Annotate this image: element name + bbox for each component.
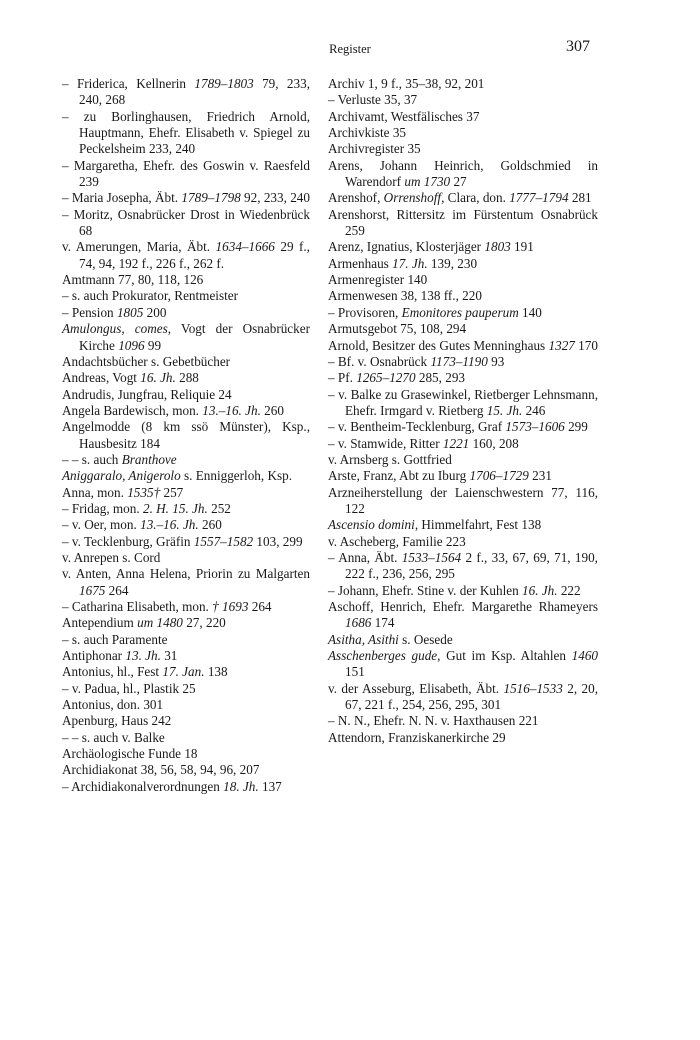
index-entry-italic-text: 16. Jh. bbox=[140, 370, 176, 386]
index-entry-italic-text: 1533–1564 bbox=[401, 549, 462, 565]
index-entry-text: , Gut im Ksp. Altahlen bbox=[437, 648, 572, 664]
index-entry-text: 299 bbox=[564, 419, 588, 435]
index-entry-text: Antiphonar bbox=[62, 648, 126, 664]
index-entry-italic-text: 1803 bbox=[484, 239, 511, 255]
index-entry bbox=[62, 403, 310, 419]
index-entry-italic-text: 1221 bbox=[442, 435, 470, 451]
index-entry bbox=[62, 599, 310, 615]
index-entry-text: 93 bbox=[487, 353, 505, 369]
index-entry-text: v. Ascheberg, Familie 223 bbox=[328, 533, 466, 549]
index-entry-italic-text: 1557–1582 bbox=[193, 533, 254, 549]
index-entry-text: 27 bbox=[450, 174, 467, 190]
index-entry-text: s. Enniggerloh, Ksp. bbox=[180, 468, 293, 484]
index-entry bbox=[62, 762, 310, 778]
index-entry-italic-text: Asitha, Asithi bbox=[328, 631, 399, 647]
index-entry bbox=[62, 109, 310, 158]
index-entry-text: 285, 293 bbox=[415, 370, 466, 386]
index-entry bbox=[328, 387, 598, 420]
index-entry-text: , Himmelfahrt, Fest 138 bbox=[414, 517, 542, 533]
index-entry-text: – Pension bbox=[62, 304, 117, 320]
index-entry-text: v. Anten, Anna Helena, Priorin zu Malgarten bbox=[62, 566, 310, 582]
page-header bbox=[0, 38, 700, 58]
index-entry bbox=[328, 436, 598, 452]
index-entry bbox=[62, 501, 310, 517]
index-entry-text: Arzneiherstellung der Laienschwestern 77, 116, 122 bbox=[328, 484, 598, 516]
index-entry-text: – s. auch Paramente bbox=[62, 631, 168, 647]
index-entry-text: Arenz, Ignatius, Klosterjäger bbox=[328, 239, 485, 255]
index-entry bbox=[328, 354, 598, 370]
index-entry-text: – N. N., Ehefr. N. N. v. Haxthausen 221 bbox=[328, 713, 539, 729]
index-entry bbox=[62, 207, 310, 240]
index-entry bbox=[328, 730, 598, 746]
index-entry-text: 160, 208 bbox=[469, 435, 519, 451]
index-entry bbox=[62, 632, 310, 648]
index-entry-text: Antonius, hl., Fest bbox=[62, 664, 163, 680]
index-entry bbox=[328, 338, 598, 354]
index-entry bbox=[328, 141, 598, 157]
index-entry-text: Armenregister 140 bbox=[328, 272, 428, 288]
index-entry bbox=[328, 272, 598, 288]
index-entry bbox=[62, 321, 310, 354]
index-entry-text: 257 bbox=[160, 484, 184, 500]
index-entry-text: – v. Padua, hl., Plastik 25 bbox=[62, 680, 196, 696]
index-entry-italic-text: 1265–1270 bbox=[356, 370, 416, 386]
index-entry bbox=[62, 681, 310, 697]
index-entry bbox=[328, 92, 598, 108]
index-entry-text: 2, 20, 67, 221 f., 254, 256, 295, 301 bbox=[345, 680, 599, 713]
index-entry bbox=[328, 648, 598, 681]
index-entry-italic-text: 1573–1606 bbox=[505, 419, 565, 435]
index-entry bbox=[328, 76, 598, 92]
index-entry-text: – Moritz, Osnabrücker Drost in Wiedenbrück 68 bbox=[62, 206, 310, 239]
index-entry bbox=[62, 664, 310, 680]
index-entry bbox=[328, 158, 598, 191]
index-entry bbox=[62, 158, 310, 191]
index-entry-italic-text: 1706–1729 bbox=[469, 468, 529, 484]
index-entry-text: 140 bbox=[518, 304, 542, 320]
index-entry-italic-text: 13.–16. Jh. bbox=[202, 402, 261, 418]
index-entry bbox=[62, 305, 310, 321]
index-entry-text: 103, 299 bbox=[253, 533, 303, 549]
index-entry-text: Anna, mon. bbox=[62, 484, 128, 500]
index-entry-text: – Margaretha, Ehefr. des Goswin v. Raesfeld 239 bbox=[62, 157, 310, 190]
index-entry-text: , Clara, don. bbox=[441, 190, 510, 206]
index-entry-text: 170 bbox=[574, 337, 598, 353]
index-entry bbox=[328, 321, 598, 337]
index-entry-italic-text: † 1693 bbox=[212, 599, 249, 614]
index-entry-text: – v. Bentheim-Tecklenburg, Graf bbox=[328, 419, 506, 435]
index-entry-italic-text: 1460 bbox=[571, 648, 598, 664]
index-entry-italic-text: 1805 bbox=[116, 304, 144, 320]
index-entry bbox=[62, 615, 310, 631]
index-entry-text: v. Amerungen, Maria, Äbt. bbox=[62, 239, 216, 255]
index-entry bbox=[62, 452, 310, 468]
index-entry-text: 2 f., 33, 67, 69, 71, 190, 222 f., 236, 256, 295 bbox=[345, 549, 598, 582]
index-entry bbox=[62, 746, 310, 762]
index-entry-text: Antonius, don. 301 bbox=[62, 697, 164, 713]
index-entry-text: Archivregister 35 bbox=[328, 141, 421, 157]
index-entry-text: – Friderica, Kellnerin bbox=[62, 76, 195, 91]
index-entry-text: – s. auch Prokurator, Rentmeister bbox=[62, 288, 238, 304]
index-entry-text: 29 f., 74, 94, 192 f., 226 f., 262 f. bbox=[79, 239, 310, 271]
index-entry-text: 281 bbox=[568, 190, 592, 206]
index-entry bbox=[328, 288, 598, 304]
index-entry bbox=[62, 272, 310, 288]
index-entry bbox=[328, 452, 598, 468]
index-entry-text: Arste, Franz, Abt zu Iburg bbox=[328, 468, 470, 484]
index-entry-italic-text: 1777–1794 bbox=[509, 190, 569, 206]
index-entry-italic-text: 15. Jh. bbox=[486, 402, 523, 418]
index-entry-text: – Fridag, mon. bbox=[62, 500, 143, 516]
index-entry-italic-text: 1535† bbox=[127, 484, 161, 500]
index-entry-text: – zu Borlinghausen, Friedrich Arnold, Hauptmann, Ehefr. Elisabeth v. Spiegel zu Peckelsheim 233, 240 bbox=[62, 108, 310, 157]
index-entry-italic-text: um 1480 bbox=[137, 615, 183, 631]
index-entry-text: Aschoff, Henrich, Ehefr. Margarethe Rhameyers bbox=[328, 599, 598, 614]
index-entry-text: Archidiakonat 38, 56, 58, 94, 96, 207 bbox=[62, 762, 260, 778]
index-entry-italic-text: 1675 bbox=[79, 582, 106, 598]
index-entry-text: s. Oesede bbox=[398, 631, 453, 647]
index-entry-text: Amtmann 77, 80, 118, 126 bbox=[62, 272, 204, 288]
index-entry bbox=[62, 387, 310, 403]
index-column-left bbox=[62, 76, 310, 795]
index-entry-text: Archivkiste 35 bbox=[328, 125, 407, 141]
index-entry bbox=[62, 485, 310, 501]
index-entry-italic-text: Aniggaralo, Anigerolo bbox=[62, 468, 181, 484]
index-entry-italic-text: 1789–1803 bbox=[194, 76, 254, 91]
index-entry bbox=[328, 534, 598, 550]
index-entry bbox=[328, 681, 598, 714]
index-entry-text: – Provisoren, bbox=[328, 304, 402, 320]
index-entry bbox=[62, 713, 310, 729]
index-entry-text: 191 bbox=[510, 239, 534, 255]
index-entry-text: – Maria Josepha, Äbt. bbox=[62, 190, 182, 206]
index-entry bbox=[62, 419, 310, 452]
index-entry bbox=[62, 730, 310, 746]
index-entry-text: – Johann, Ehefr. Stine v. der Kuhlen bbox=[328, 582, 522, 598]
index-entry-text: Andrudis, Jungfrau, Reliquie 24 bbox=[62, 386, 232, 402]
index-entry-text: 139, 230 bbox=[427, 255, 478, 271]
index-entry bbox=[328, 125, 598, 141]
index-entry bbox=[62, 190, 310, 206]
index-entry-text: 222 bbox=[557, 582, 581, 598]
index-entry bbox=[328, 550, 598, 583]
index-entry bbox=[62, 779, 310, 795]
index-entry bbox=[62, 566, 310, 599]
index-entry-italic-text: Asschenberges gude bbox=[328, 648, 438, 664]
index-entry-text: Armenwesen 38, 138 ff., 220 bbox=[328, 288, 482, 304]
index-entry-text: 260 bbox=[260, 402, 284, 418]
index-entry bbox=[328, 207, 598, 240]
index-entry-text: Archäologische Funde 18 bbox=[62, 746, 198, 762]
index-entry-text: Archiv 1, 9 f., 35–38, 92, 201 bbox=[328, 76, 485, 91]
index-entry bbox=[62, 550, 310, 566]
index-entry-text: Arens, Johann Heinrich, Goldschmied in Warendorf bbox=[328, 157, 598, 190]
index-entry-italic-text: 18. Jh. bbox=[223, 778, 259, 794]
index-entry-italic-text: 1327 bbox=[548, 337, 575, 353]
index-entry-italic-text: Ascensio domini bbox=[328, 517, 415, 533]
index-entry-text: Angelmodde (8 km ssö Münster), Ksp., Hausbesitz 184 bbox=[62, 419, 310, 451]
index-entry-text: – Verluste 35, 37 bbox=[328, 92, 418, 108]
index-entry-text: Arenshorst, Rittersitz im Fürstentum Osnabrück 259 bbox=[328, 206, 598, 239]
index-entry-text: – Anna, Äbt. bbox=[328, 549, 402, 565]
index-entry-text: 264 bbox=[248, 599, 272, 614]
index-entry bbox=[328, 370, 598, 386]
index-entry-italic-text: 1634–1666 bbox=[215, 239, 275, 255]
index-entry bbox=[62, 239, 310, 272]
index-entry-text: 79, 233, 240, 268 bbox=[79, 76, 310, 108]
index-entry-text: 31 bbox=[160, 648, 178, 664]
index-entry bbox=[328, 256, 598, 272]
index-entry bbox=[328, 109, 598, 125]
index-entry-text: Andreas, Vogt bbox=[62, 370, 141, 386]
index-entry-text: Armenhaus bbox=[328, 255, 393, 271]
index-entry-text: Armutsgebot 75, 108, 294 bbox=[328, 321, 467, 337]
index-entry-text: 288 bbox=[175, 370, 199, 386]
index-entry-text: v. Arnsberg s. Gottfried bbox=[328, 451, 452, 467]
index-entry-text: 137 bbox=[258, 778, 282, 794]
index-entry-text: – v. Oer, mon. bbox=[62, 517, 141, 533]
index-entry bbox=[328, 305, 598, 321]
index-entry-italic-text: Emonitores pauperum bbox=[401, 304, 519, 320]
index-entry-text: , Vogt der Osnabrücker Kirche bbox=[79, 321, 310, 353]
index-entry-text: Apenburg, Haus 242 bbox=[62, 713, 172, 729]
index-entry bbox=[328, 583, 598, 599]
index-entry bbox=[62, 648, 310, 664]
index-entry-text: 174 bbox=[371, 615, 395, 631]
index-entry bbox=[328, 485, 598, 518]
index-entry-text: Antependium bbox=[62, 615, 138, 631]
index-entry bbox=[62, 370, 310, 386]
index-entry-text: – v. Balke zu Grasewinkel, Rietberger Lehnsmann, Ehefr. Irmgard v. Rietberg bbox=[328, 386, 598, 418]
index-entry bbox=[328, 239, 598, 255]
index-entry-text: Arenshof, bbox=[328, 190, 384, 206]
page-number: 307 bbox=[566, 38, 590, 55]
index-entry-text: 246 bbox=[522, 402, 546, 418]
index-entry-italic-text: 2. H. 15. Jh. bbox=[142, 500, 208, 516]
index-entry-text: v. Anrepen s. Cord bbox=[62, 549, 161, 565]
index-entry bbox=[328, 517, 598, 533]
index-entry-text: 260 bbox=[198, 517, 222, 533]
index-entry-text: 138 bbox=[204, 664, 228, 680]
index-entry-italic-text: Amulongus, comes bbox=[62, 321, 168, 337]
index-entry-text: 92, 233, 240 bbox=[240, 190, 310, 206]
index-entry-italic-text: 1789–1798 bbox=[181, 190, 241, 206]
index-entry-text: Andachtsbücher s. Gebetbücher bbox=[62, 353, 231, 369]
index-entry bbox=[328, 190, 598, 206]
index-entry-text: – v. Tecklenburg, Gräfin bbox=[62, 533, 194, 549]
index-entry-italic-text: 17. Jh. bbox=[392, 255, 428, 271]
index-entry-text: – v. Stamwide, Ritter bbox=[328, 435, 443, 451]
index-entry-italic-text: um 1730 bbox=[404, 174, 451, 190]
index-entry bbox=[62, 697, 310, 713]
index-entry-text: – Archidiakonalverordnungen bbox=[62, 778, 224, 794]
index-entry-text: Attendorn, Franziskanerkirche 29 bbox=[328, 729, 506, 745]
index-entry-text: – Bf. v. Osnabrück bbox=[328, 353, 431, 369]
index-entry-text: 252 bbox=[207, 500, 231, 516]
index-entry bbox=[328, 419, 598, 435]
index-entry-text: – – s. auch bbox=[62, 451, 122, 467]
index-entry-text: Angela Bardewisch, mon. bbox=[62, 402, 203, 418]
index-entry-text: – – s. auch v. Balke bbox=[62, 729, 165, 745]
index-entry bbox=[62, 468, 310, 484]
index-entry-text: 27, 220 bbox=[182, 615, 226, 631]
index-entry-text: v. der Asseburg, Elisabeth, Äbt. bbox=[328, 680, 504, 696]
running-title: Register bbox=[329, 42, 371, 56]
index-entry-text: Arnold, Besitzer des Gutes Menninghaus bbox=[328, 337, 549, 353]
index-entry bbox=[328, 468, 598, 484]
index-entry-text: 231 bbox=[528, 468, 552, 484]
index-entry-text: – Catharina Elisabeth, mon. bbox=[62, 599, 213, 614]
index-entry bbox=[62, 288, 310, 304]
index-entry-italic-text: Branthove bbox=[121, 451, 177, 467]
index-entry bbox=[62, 534, 310, 550]
index-entry-text: 264 bbox=[105, 582, 129, 598]
index-entry-italic-text: Orrenshoff bbox=[383, 190, 442, 206]
index-entry-italic-text: 17. Jan. bbox=[162, 664, 205, 680]
index-entry-text: 99 bbox=[144, 337, 162, 353]
index-entry bbox=[62, 517, 310, 533]
index-entry-italic-text: 1173–1190 bbox=[430, 353, 488, 369]
index-entry bbox=[62, 76, 310, 109]
index-entry-text: Archivamt, Westfälisches 37 bbox=[328, 108, 480, 124]
index-entry-italic-text: 16. Jh. bbox=[522, 582, 558, 598]
index-entry bbox=[62, 354, 310, 370]
index-entry-italic-text: 1096 bbox=[118, 337, 145, 353]
index-entry-italic-text: 13. Jh. bbox=[125, 648, 161, 664]
index-entry bbox=[328, 632, 598, 648]
index-entry bbox=[328, 713, 598, 729]
index-entry-italic-text: 13.–16. Jh. bbox=[140, 517, 199, 533]
index-column-right bbox=[328, 76, 598, 746]
index-entry-italic-text: 1516–1533 bbox=[503, 680, 563, 696]
index-entry-text: – Pf. bbox=[328, 370, 357, 386]
index-entry-text: 151 bbox=[345, 664, 365, 680]
index-entry-italic-text: 1686 bbox=[345, 615, 372, 631]
index-entry bbox=[328, 599, 598, 632]
index-entry-text: 200 bbox=[143, 304, 167, 320]
